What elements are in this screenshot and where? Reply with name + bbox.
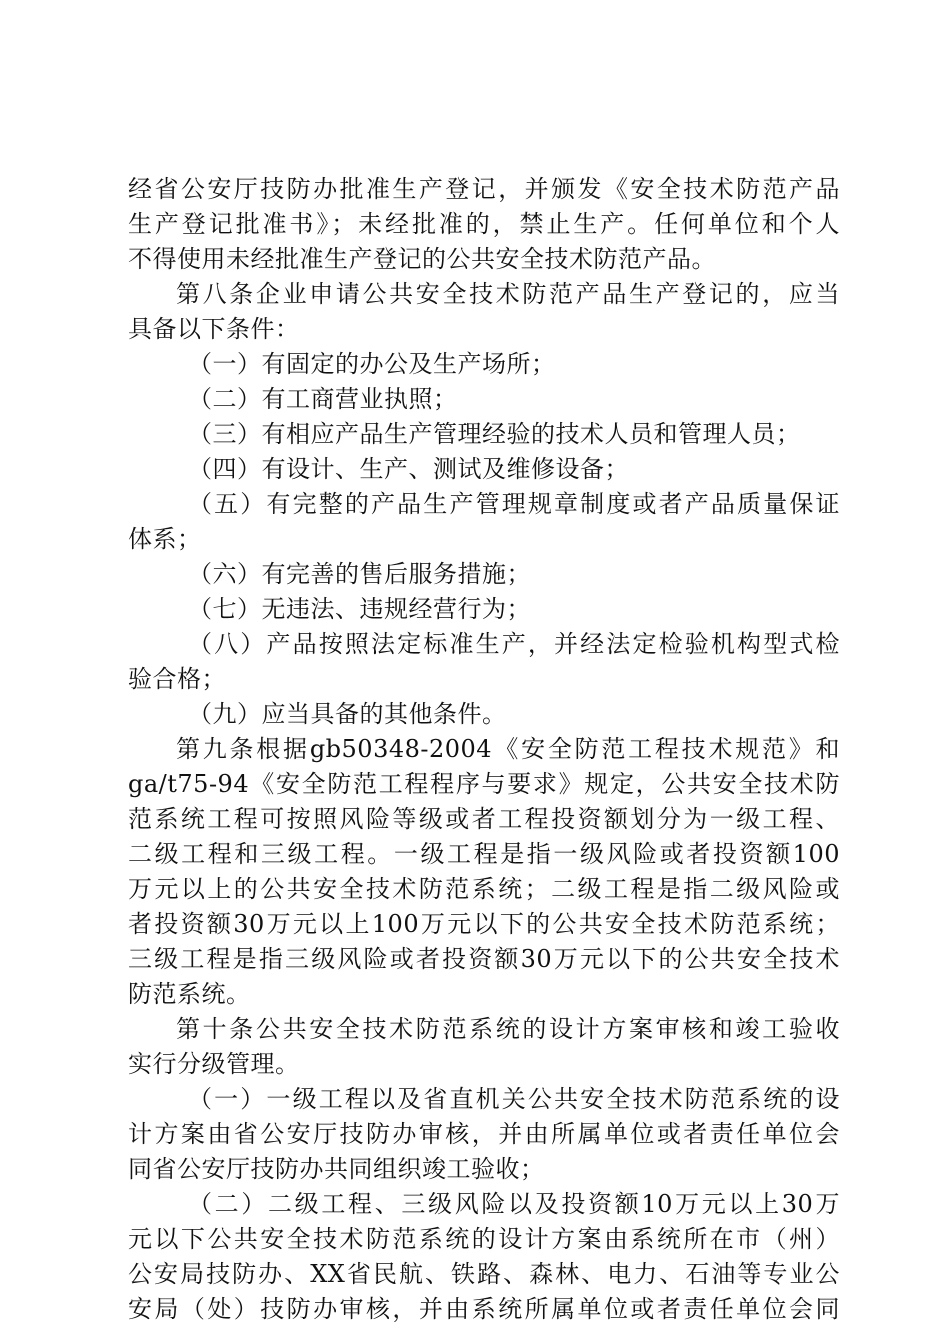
document-body — [128, 172, 840, 1327]
condition-item-9: （九）应当具备的其他条件。 — [188, 700, 507, 728]
body-line: 者投资额30万元以上100万元以下的公共安全技术防范系统； — [128, 910, 840, 938]
body-line: 体系； — [128, 525, 202, 553]
condition-item-5: （五）有完整的产品生产管理规章制度或者产品质量保证 — [188, 490, 840, 518]
body-line: 二级工程和三级工程。一级工程是指一级风险或者投资额100 — [128, 840, 840, 868]
body-line: 具备以下条件： — [128, 315, 300, 343]
condition-item-2: （二）有工商营业执照； — [188, 385, 458, 413]
body-line: 生产登记批准书》；未经批准的，禁止生产。任何单位和个人 — [128, 210, 840, 238]
article-9-start: 第九条根据gb50348-2004《安全防范工程技术规范》和 — [176, 735, 840, 763]
management-item-2: （二）二级工程、三级风险以及投资额10万元以上30万 — [188, 1190, 840, 1218]
body-line: 范系统工程可按照风险等级或者工程投资额划分为一级工程、 — [128, 805, 840, 833]
body-line: 万元以上的公共安全技术防范系统；二级工程是指二级风险或 — [128, 875, 840, 903]
body-line: 公安局技防办、XX省民航、铁路、森林、电力、石油等专业公 — [128, 1260, 840, 1288]
body-line: 安局（处）技防办审核，并由系统所属单位或者责任单位会同 — [128, 1295, 840, 1323]
body-line: ga/t75-94《安全防范工程程序与要求》规定，公共安全技术防 — [128, 770, 840, 798]
condition-item-7: （七）无违法、违规经营行为； — [188, 595, 531, 623]
body-line: 实行分级管理。 — [128, 1050, 300, 1078]
body-line: 同省公安厅技防办共同组织竣工验收； — [128, 1155, 545, 1183]
body-line: 防范系统。 — [128, 980, 251, 1008]
body-line: 验合格； — [128, 665, 226, 693]
body-line: 三级工程是指三级风险或者投资额30万元以下的公共安全技术 — [128, 945, 840, 973]
article-8-start: 第八条企业申请公共安全技术防范产品生产登记的，应当 — [176, 280, 840, 308]
management-item-1: （一）一级工程以及省直机关公共安全技术防范系统的设 — [188, 1085, 840, 1113]
article-10-start: 第十条公共安全技术防范系统的设计方案审核和竣工验收 — [176, 1015, 840, 1043]
body-line: 计方案由省公安厅技防办审核，并由所属单位或者责任单位会 — [128, 1120, 840, 1148]
condition-item-6: （六）有完善的售后服务措施； — [188, 560, 531, 588]
condition-item-3: （三）有相应产品生产管理经验的技术人员和管理人员； — [188, 420, 801, 448]
condition-item-8: （八）产品按照法定标准生产，并经法定检验机构型式检 — [188, 630, 840, 658]
body-line: 经省公安厅技防办批准生产登记，并颁发《安全技术防范产品 — [128, 175, 840, 203]
body-line: 不得使用未经批准生产登记的公共安全技术防范产品。 — [128, 245, 716, 273]
condition-item-1: （一）有固定的办公及生产场所； — [188, 350, 556, 378]
condition-item-4: （四）有设计、生产、测试及维修设备； — [188, 455, 629, 483]
body-line: 元以下公共安全技术防范系统的设计方案由系统所在市（州） — [128, 1225, 840, 1253]
